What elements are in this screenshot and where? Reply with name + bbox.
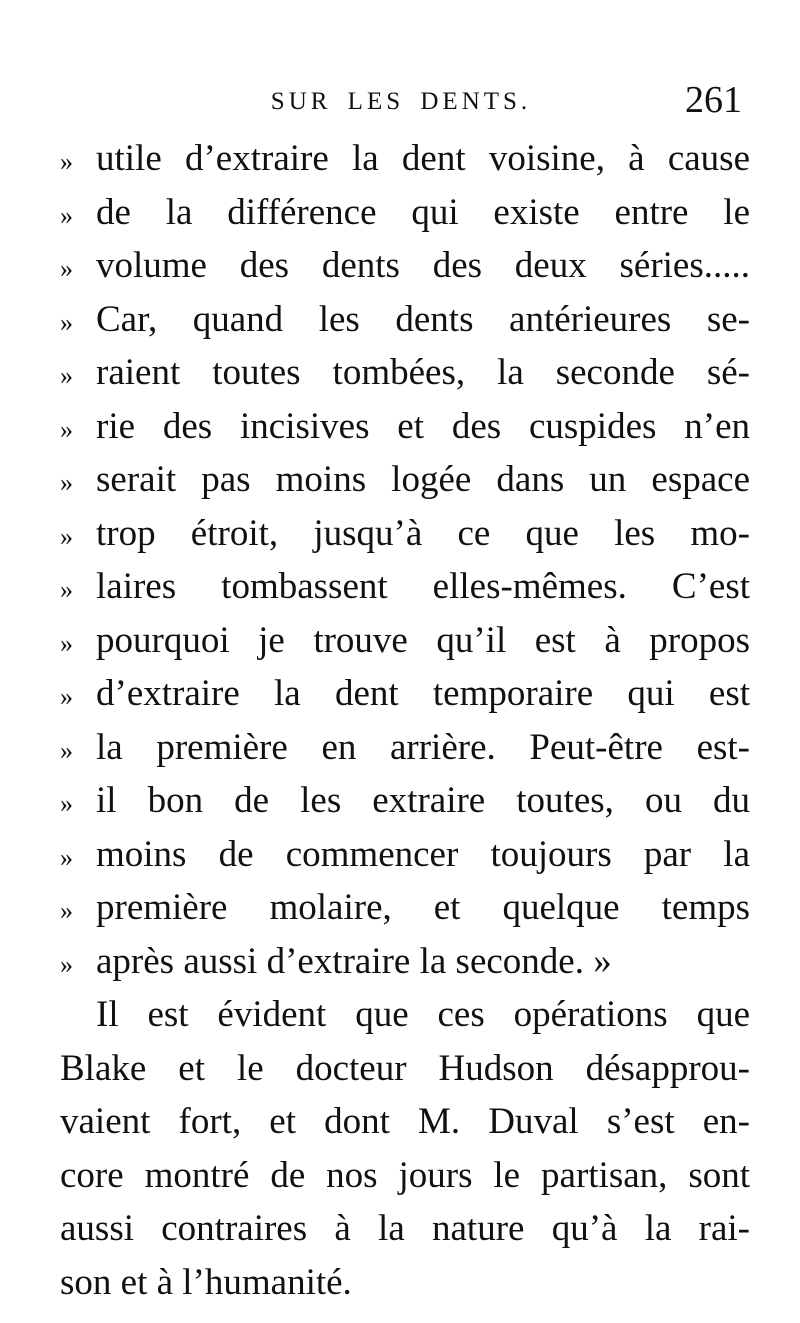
quote-mark: » <box>60 254 73 283</box>
quoted-line <box>60 774 750 828</box>
quoted-line <box>60 560 750 614</box>
quoted-line <box>60 507 750 561</box>
quote-mark: » <box>60 735 73 765</box>
quoted-line-text: Car, quand les dents antérieures se- <box>96 298 750 340</box>
quoted-line-text: rie des incisives et des cuspides n’en <box>96 405 750 447</box>
quote-mark: » <box>60 949 73 979</box>
quote-mark: » <box>60 361 73 390</box>
quoted-line <box>60 721 750 775</box>
quoted-line <box>60 239 750 293</box>
paragraph-line <box>60 1042 750 1096</box>
quoted-line <box>60 828 750 882</box>
quote-mark: » <box>60 200 73 230</box>
quote-mark: » <box>60 789 73 818</box>
quoted-line <box>60 667 750 721</box>
paragraph-line <box>60 1149 750 1203</box>
page-number: 261 <box>685 79 742 121</box>
quoted-line <box>60 614 750 668</box>
quoted-line-text: trop étroit, jusqu’à ce que les mo- <box>96 512 750 554</box>
quoted-line-text: serait pas moins logée dans un espace <box>96 459 750 500</box>
quote-mark: » <box>60 147 73 176</box>
paragraph-line <box>60 1095 750 1149</box>
quote-mark: » <box>60 307 73 337</box>
quoted-line <box>60 186 750 240</box>
paragraph-line-text: vaient fort, et dont M. Duval s’est en- <box>60 1101 750 1142</box>
quoted-line <box>60 453 750 507</box>
quote-mark: » <box>60 521 73 551</box>
quoted-line-text: première molaire, et quelque temps <box>96 887 750 928</box>
quoted-line <box>60 935 750 989</box>
paragraph-line <box>60 1256 750 1310</box>
quote-mark: » <box>60 414 73 444</box>
quoted-line-text: la première en arrière. Peut-être est- <box>96 726 750 768</box>
paragraph-line-text: core montré de nos jours le partisan, sont <box>60 1154 750 1196</box>
quoted-line <box>60 132 750 186</box>
quote-mark: » <box>60 842 73 872</box>
quoted-line-text: après aussi d’extraire la seconde. » <box>96 940 612 982</box>
quoted-line-text: laires tombassent elles-mêmes. C’est <box>96 566 750 607</box>
quote-mark: » <box>60 682 73 711</box>
quote-mark: » <box>60 575 73 604</box>
quoted-line-text: d’extraire la dent temporaire qui est <box>96 673 750 714</box>
running-head <box>60 78 742 122</box>
quoted-line-text: de la différence qui existe entre le <box>96 191 750 233</box>
paragraph-line <box>60 1202 750 1256</box>
quoted-line-text: il bon de les extraire toutes, ou du <box>96 780 750 821</box>
quoted-line <box>60 400 750 454</box>
quote-mark: » <box>60 468 73 497</box>
quoted-line-text: moins de commencer toujours par la <box>96 833 750 875</box>
paragraph-line <box>60 988 750 1042</box>
quoted-line <box>60 346 750 400</box>
quoted-line-text: utile d’extraire la dent voisine, à cause <box>96 138 750 179</box>
quoted-line-text: volume des dents des deux séries..... <box>96 245 750 286</box>
body-text <box>60 132 750 1309</box>
paragraph-line-text: Blake et le docteur Hudson désapprou- <box>60 1047 750 1089</box>
quoted-line <box>60 881 750 935</box>
paragraph-line-text: aussi contraires à la nature qu’à la rai- <box>60 1208 750 1249</box>
quoted-line <box>60 293 750 347</box>
quoted-line-text: raient toutes tombées, la seconde sé- <box>96 352 750 393</box>
quoted-line-text: pourquoi je trouve qu’il est à propos <box>96 619 750 661</box>
paragraph-line-text: Il est évident que ces opérations que <box>96 994 750 1035</box>
paragraph-line-text: son et à l’humanité. <box>60 1261 352 1303</box>
quote-mark: » <box>60 628 73 658</box>
running-title: SUR LES DENTS. <box>270 88 532 115</box>
quote-mark: » <box>60 896 73 925</box>
